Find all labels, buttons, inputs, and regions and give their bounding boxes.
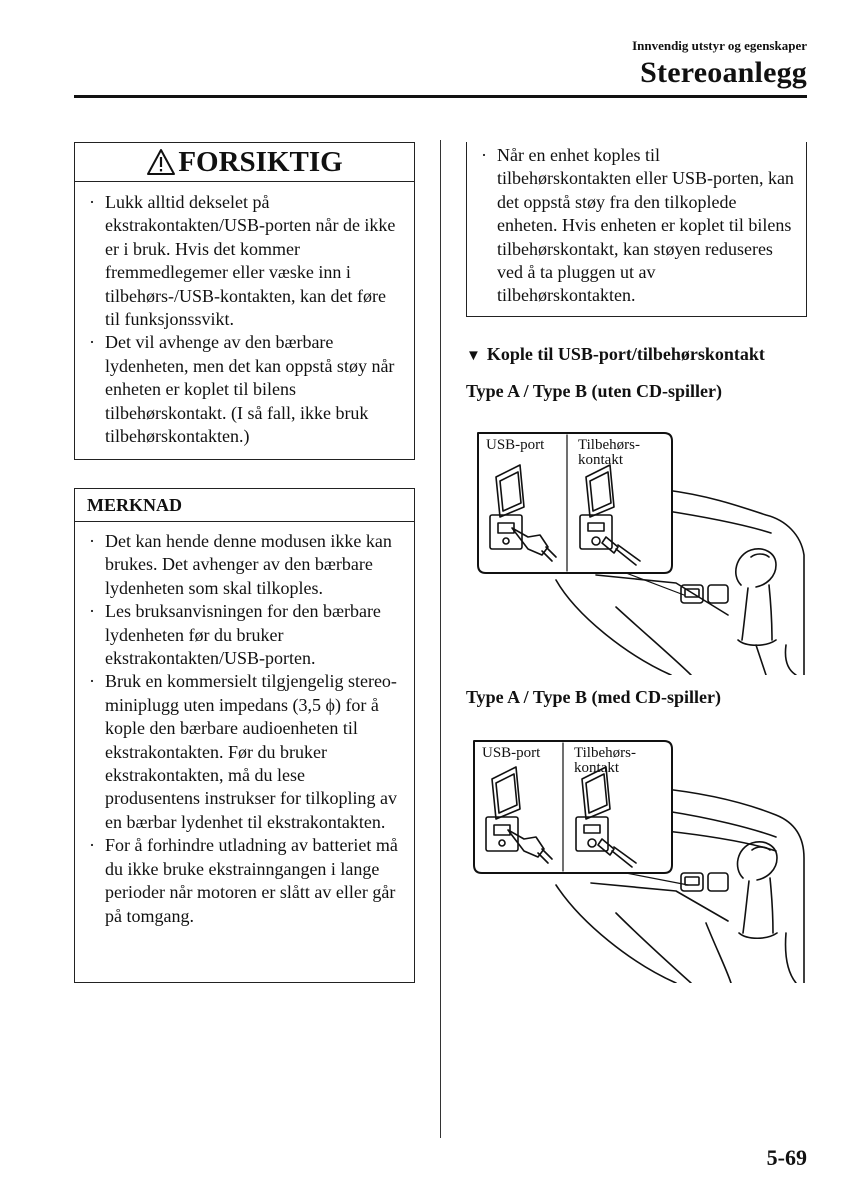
caution-box [74, 142, 415, 460]
caution-title-text: FORSIKTIG [178, 145, 343, 178]
list-item [89, 670, 402, 834]
list-item [89, 530, 402, 600]
note-box [74, 488, 415, 983]
section-heading-text: Kople til USB-port/tilbehørskontakt [486, 344, 765, 364]
usb-port-label: USB-port [486, 437, 545, 453]
header-rule [74, 95, 807, 98]
warning-icon [146, 148, 176, 176]
bullet: · [89, 192, 95, 212]
header-section-label: Innvendig utstyr og egenskaper [632, 38, 807, 53]
page-title: Stereoanlegg [640, 56, 807, 89]
list-item [89, 600, 402, 670]
list-item-text: Les bruksanvisningen for den bærbare lydenheten før du bruker ekstrakontakten/USB-porten. [105, 601, 381, 669]
note-continuation-box [466, 142, 807, 317]
list-item [89, 834, 402, 928]
aux-label-line2: kontakt [574, 760, 619, 776]
figure-caption: Type A / Type B (uten CD-spiller) [466, 381, 723, 401]
usb-aux-diagram [466, 425, 807, 675]
page-number: 5-69 [766, 1145, 807, 1170]
aux-label-line1: Tilbehørs- [574, 745, 636, 761]
figure-caption: Type A / Type B (med CD-spiller) [466, 687, 722, 707]
caution-title [75, 143, 414, 182]
bullet: · [89, 601, 95, 622]
note-title: MERKNAD [75, 489, 414, 522]
list-item [481, 144, 794, 308]
aux-label-line1: Tilbehørs- [578, 437, 640, 453]
list-item [89, 191, 402, 331]
bullet: · [89, 531, 95, 551]
bullet: · [481, 145, 487, 165]
bullet: · [89, 835, 95, 856]
list-item-text: Det vil avhenge av den bærbare lydenheten, men det kan oppstå støy når enheten er koplet til bilens tilbehørskontakt. (I så fall, ikke bruk tilbehørskontakten.) [105, 332, 395, 447]
list-item-text: For å forhindre utladning av batteriet må du ikke bruke ekstrainngangen i lange perioder når motoren er slått av eller går på tomgang. [105, 835, 398, 926]
bullet: · [89, 332, 95, 353]
list-item-text: Bruk en kommersielt tilgjengelig stereo-miniplugg uten impedans (3,5 ϕ) for å kople den bærbare audioenheten til ekstrakontakten. Før du bruker ekstrakontakten, må du lese produsentens instrukser for tilkopling av en bærbar lydenhet til ekstrakontakten. [105, 671, 397, 832]
list-item-text: Lukk alltid dekselet på ekstrakontakten/USB-porten når de ikke er i bruk. Hvis det kommer fremmedlegemer eller væske inn i tilbehørs-/USB-kontakten, kan det føre til funksjonssvikt. [105, 192, 396, 330]
list-item-text: Når en enhet koples til tilbehørskontakten eller USB-porten, kan det oppstå støy fra den tilkoplede enheten. Hvis enheten er koplet til bilens tilbehørskontakt, kan støyen reduseres ved å ta pluggen ut av tilbehørskontakten. [497, 145, 794, 306]
usb-aux-diagram [466, 733, 807, 983]
aux-label-line2: kontakt [578, 452, 623, 468]
list-item-text: Det kan hende denne modusen ikke kan brukes. Det avhenger av den bærbare lydenheten som skal tilkoples. [105, 531, 392, 598]
bullet: · [89, 671, 95, 692]
section-heading [466, 344, 765, 365]
column-divider [440, 140, 441, 1138]
usb-port-label: USB-port [482, 745, 541, 761]
triangle-down-icon: ▼ [466, 348, 481, 364]
list-item [89, 331, 402, 448]
